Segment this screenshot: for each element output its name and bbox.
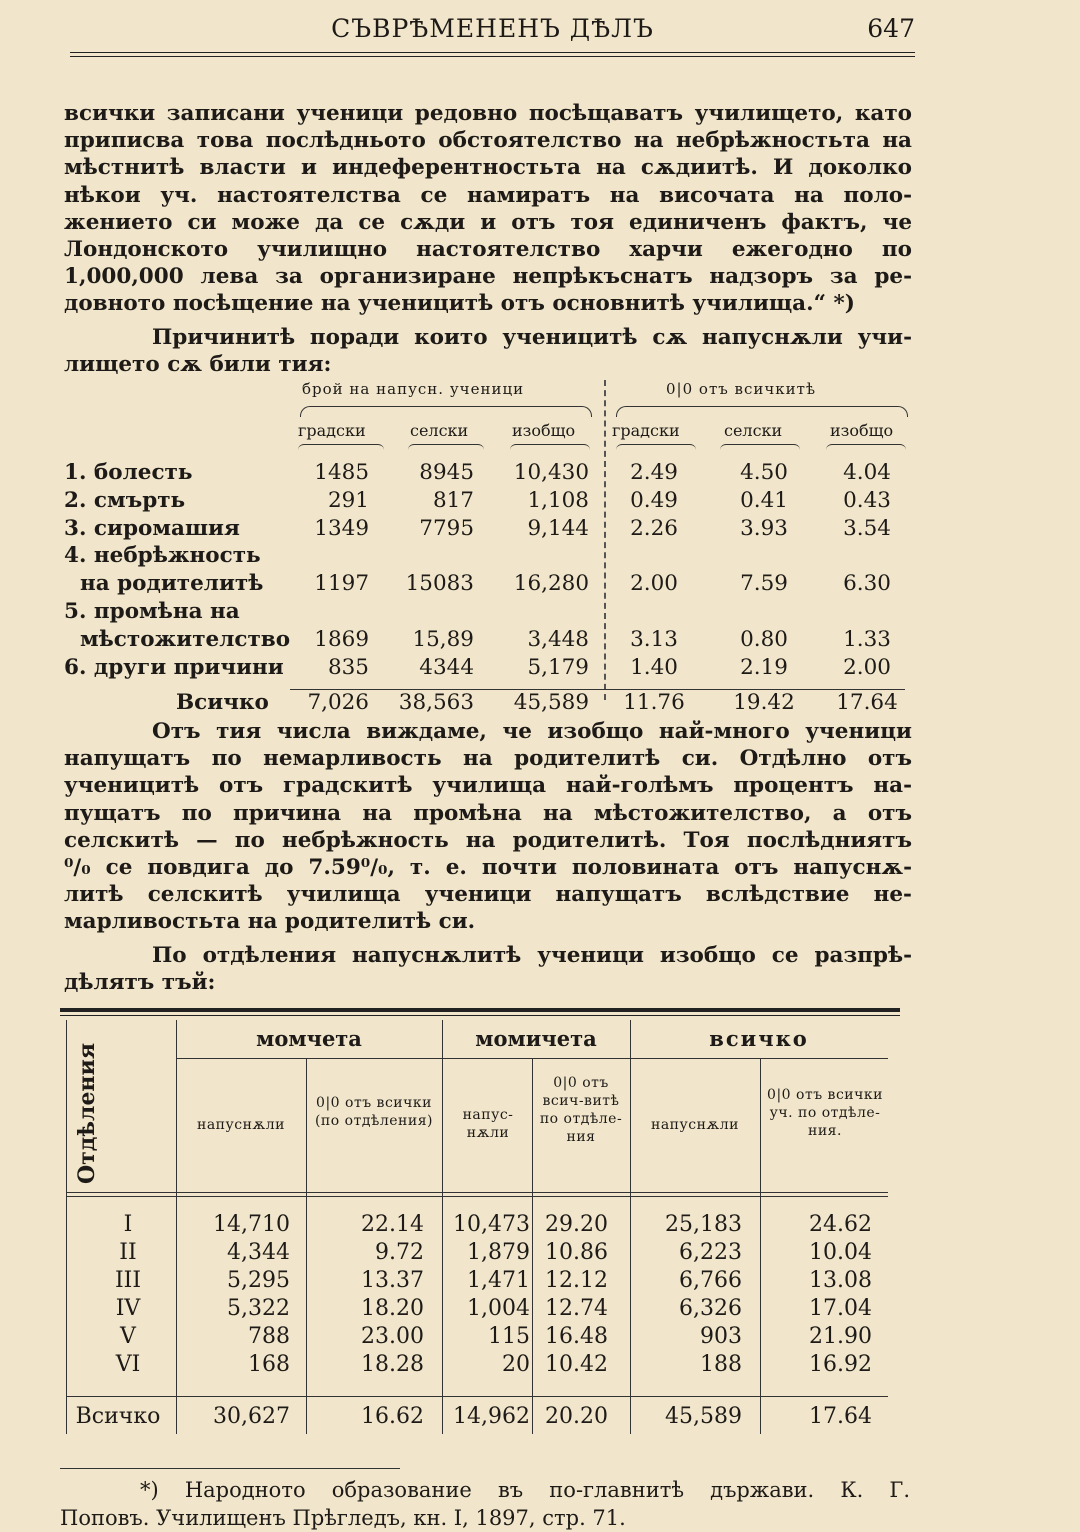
cell: 5,322 [227, 1296, 290, 1321]
row-label: на родителитѣ [80, 571, 264, 596]
cell: 6.30 [843, 571, 891, 596]
cell: 19.42 [733, 690, 795, 715]
cell: 24.62 [809, 1212, 872, 1237]
cell: 30,627 [213, 1404, 290, 1429]
cell: 4344 [419, 655, 474, 680]
col-header: градски [298, 421, 366, 440]
cell: 17.04 [809, 1296, 872, 1321]
cell: 291 [327, 488, 369, 513]
cell: 25,183 [665, 1212, 742, 1237]
table-row [64, 627, 914, 655]
cell: 168 [248, 1352, 290, 1377]
col-header: селски [410, 421, 469, 440]
cell: 17.64 [836, 690, 898, 715]
cell: 6,766 [679, 1268, 742, 1293]
cell: 7,026 [307, 690, 369, 715]
cell: 45,589 [513, 690, 589, 715]
cell: 14,710 [213, 1212, 290, 1237]
cell: 6,223 [679, 1240, 742, 1265]
cell: 1197 [314, 571, 369, 596]
cell: 3,448 [527, 627, 589, 652]
cell: 14,962 [453, 1404, 530, 1429]
text-line: ученицитѣ отъ градскитѣ училища най-голѣмъ процентъ на- [64, 773, 912, 799]
row-label: мѣстожителство [80, 627, 291, 652]
text-line: селскитѣ — по небрѣжность на родителитѣ. Тоя послѣдниятъ [64, 827, 912, 853]
grades-table [60, 1008, 900, 1448]
col-header: градски [612, 421, 680, 440]
cell: 817 [432, 488, 474, 513]
table-row [64, 655, 914, 683]
col-header: селски [724, 421, 783, 440]
col-header: изобщо [830, 421, 894, 440]
cell: 903 [700, 1324, 742, 1349]
cell: 188 [700, 1352, 742, 1377]
cell: 12.12 [545, 1268, 608, 1293]
cell: 9.72 [375, 1240, 424, 1265]
group-header-percent: 0|0 отъ всичкитѣ [666, 380, 817, 398]
cell: 15083 [405, 571, 474, 596]
text-line: 1,000,000 лева за организиране непрѣкъснатъ надзоръ за ре- [64, 264, 912, 290]
table-row [64, 516, 914, 544]
footnote-rule [60, 1468, 400, 1469]
table-row [64, 599, 914, 627]
cell: 12.74 [545, 1296, 608, 1321]
cell: 0.49 [630, 488, 678, 513]
cell: 3.93 [740, 516, 788, 541]
cell: 1,879 [467, 1240, 530, 1265]
col-header: 0|0 отъ всички (по отдѣления) [314, 1095, 434, 1129]
cell: 45,589 [665, 1404, 742, 1429]
grade-label: II [119, 1240, 137, 1265]
group-girls: момичета [475, 1026, 597, 1051]
row-label: 4. небрѣжность [64, 543, 261, 568]
cell: 835 [327, 655, 369, 680]
text-line: жението си може да се сѫди и отъ тоя единиченъ фактъ, че [64, 209, 912, 235]
text-line: мѣстнитѣ власти и индеферентностьта на сѫдиитѣ. И доколко [64, 155, 912, 181]
row-label: 5. промѣна на [64, 599, 240, 624]
text-line: Причинитѣ поради които ученицитѣ сѫ напуснѫли учи- [152, 325, 912, 350]
brace [300, 406, 592, 417]
table-row [64, 571, 914, 599]
grade-label: I [123, 1212, 133, 1237]
cell: 4,344 [227, 1240, 290, 1265]
grade-label: IV [115, 1296, 141, 1321]
cell: 1869 [314, 627, 369, 652]
cell: 9,144 [527, 516, 589, 541]
cell: 18.28 [361, 1352, 424, 1377]
group-header-counts: брой на напусн. ученици [302, 380, 525, 398]
section-title: СЪВРѢМЕНЕНЪ ДѢЛЪ [331, 14, 654, 43]
cell: 18.20 [361, 1296, 424, 1321]
paragraph-1 [64, 100, 912, 318]
cell: 3.13 [630, 627, 678, 652]
col-header: напус-нѫли [462, 1107, 514, 1141]
text-line: марливостьта на родителитѣ си. [64, 909, 476, 935]
cell: 29.20 [545, 1212, 608, 1237]
cell: 1.33 [843, 627, 891, 652]
cell: 17.64 [809, 1404, 872, 1429]
cell: 788 [248, 1324, 290, 1349]
paragraph-4 [64, 942, 912, 996]
running-header [70, 12, 915, 46]
cell: 5,295 [227, 1268, 290, 1293]
text-line: всички записани ученици редовно посѣщаватъ училището, като [64, 101, 912, 126]
cell: 10.86 [545, 1240, 608, 1265]
cell: 10.04 [809, 1240, 872, 1265]
cell: 8945 [419, 460, 474, 485]
cell: 22.14 [361, 1212, 424, 1237]
cell: 1485 [314, 460, 369, 485]
cell: 0.43 [843, 488, 891, 513]
text-line: ⁰/₀ се повдига до 7.59⁰/₀, т. е. почти половината отъ напуснѫ- [64, 854, 912, 880]
row-label: 1. болесть [64, 460, 193, 485]
cell: 7.59 [740, 571, 788, 596]
cell: 3.54 [843, 516, 891, 541]
cell: 1.40 [630, 655, 678, 680]
cell: 2.00 [630, 571, 678, 596]
grade-label: VI [115, 1352, 141, 1377]
text-line: довното посѣщение на ученицитѣ отъ основнитѣ училища.“ *) [64, 291, 855, 317]
col-header: изобщо [512, 421, 576, 440]
grade-label: Всичко [75, 1404, 161, 1429]
row-label: 3. сиромашия [64, 516, 240, 541]
cell: 7795 [419, 516, 474, 541]
paragraph-2 [64, 324, 912, 378]
cell: 2.19 [740, 655, 788, 680]
footnote-line: *) Народното образование въ по-главнитѣ държави. К. Г. [140, 1478, 910, 1502]
cell: 1,004 [467, 1296, 530, 1321]
col-header: напуснѫли [650, 1117, 740, 1133]
cell: 16.92 [809, 1352, 872, 1377]
cell: 15,89 [412, 627, 474, 652]
text-line: Лондонското училищно настоятелство харчи ежегодно по [64, 236, 912, 262]
cell: 4.50 [740, 460, 788, 485]
group-boys: момчета [256, 1026, 362, 1051]
text-line: лището сѫ били тия: [64, 352, 332, 378]
text-line: приписва това послѣдньото обстоятелство на небрѣжностьта на [64, 128, 912, 154]
header-rule [70, 52, 915, 53]
grade-label: V [120, 1324, 136, 1349]
group-all: всичко [709, 1026, 809, 1051]
cell: 10,473 [453, 1212, 530, 1237]
cell: 0.41 [740, 488, 788, 513]
cell: 1,108 [527, 488, 589, 513]
cell: 2.49 [630, 460, 678, 485]
cell: 21.90 [809, 1324, 872, 1349]
footnote-line: Поповъ. Училищенъ Прѣгледъ, кн. I, 1897, стр. 71. [60, 1506, 626, 1530]
row-label: 6. други причини [64, 655, 284, 680]
cell: 38,563 [398, 690, 474, 715]
grade-label: III [114, 1268, 142, 1293]
cell: 16,280 [513, 571, 589, 596]
col-header: 0|0 отъ всички уч. по отдѣле-ния. [767, 1087, 883, 1139]
cell: 11.76 [623, 690, 685, 715]
table-row [64, 460, 914, 488]
table-row [64, 543, 914, 571]
cell: 20.20 [545, 1404, 608, 1429]
text-line: пущатъ по причина на промѣна на мѣстожителство, а отъ [64, 800, 912, 826]
cell: 1,471 [467, 1268, 530, 1293]
total-row [64, 690, 914, 718]
cell: 20 [502, 1352, 530, 1377]
cell: 23.00 [361, 1324, 424, 1349]
page-number: 647 [867, 14, 915, 43]
row-label: Всичко [176, 690, 269, 715]
cell: 10,430 [513, 460, 589, 485]
text-line: Отъ тия числа виждаме, че изобщо най-много ученици [152, 719, 912, 744]
row-header: Отдѣления [74, 1042, 100, 1184]
footnote [60, 1476, 910, 1532]
text-line: нѣкои уч. настоятелства се намиратъ на височата на поло- [64, 182, 912, 208]
cell: 16.62 [361, 1404, 424, 1429]
cell: 13.37 [361, 1268, 424, 1293]
paragraph-3 [64, 718, 912, 936]
text-line: дѣлятъ тъй: [64, 970, 216, 996]
cell: 0.80 [740, 627, 788, 652]
table-row [64, 488, 914, 516]
row-label: 2. смърть [64, 488, 186, 513]
cell: 115 [488, 1324, 530, 1349]
cell: 10.42 [545, 1352, 608, 1377]
text-line: литѣ селскитѣ училища ученици напущатъ вслѣдствие не- [64, 882, 912, 908]
cell: 16.48 [545, 1324, 608, 1349]
cell: 6,326 [679, 1296, 742, 1321]
brace [616, 406, 908, 417]
cell: 2.00 [843, 655, 891, 680]
col-header: напуснѫли [196, 1117, 286, 1133]
col-header: 0|0 отъ всич-витѣ по отдѣле-ния [539, 1075, 623, 1145]
cell: 5,179 [527, 655, 589, 680]
cell: 4.04 [843, 460, 891, 485]
header-rule [70, 56, 915, 57]
cell: 1349 [314, 516, 369, 541]
cell: 13.08 [809, 1268, 872, 1293]
cell: 2.26 [630, 516, 678, 541]
text-line: напущатъ по немарливость на родителитѣ си. Отдѣлно отъ [64, 746, 912, 772]
text-line: По отдѣления напуснѫлитѣ ученици изобщо се разпрѣ- [152, 943, 912, 968]
